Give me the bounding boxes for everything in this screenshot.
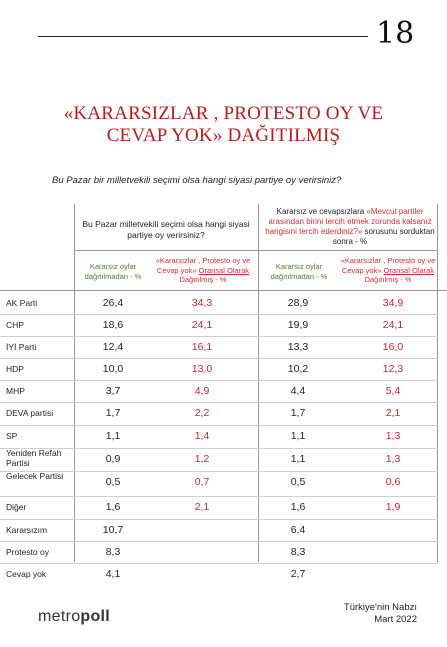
cell-v1: 18,6: [102, 319, 124, 331]
row-label: Yeniden Refah Partisi: [6, 448, 62, 468]
title-line-2: CEVAP YOK» DAĞITILMIŞ: [106, 125, 341, 146]
cell-v4: 0,6: [385, 476, 401, 488]
cell-v1: 3,7: [105, 385, 121, 397]
subheader-right-underlined: Oransal Olarak: [383, 265, 435, 275]
header-left: Bu Pazar milletvekili seçimi olsa hangi siyasi partiye oy verirsiniz?: [82, 219, 250, 240]
cell-v4: 1,3: [385, 430, 401, 442]
subheader-left-red: «Kararsızlar , Protesto oy ve Cevap yok»: [155, 256, 251, 275]
cell-v2: 2,1: [194, 501, 210, 513]
cell-v4: 34,9: [382, 297, 404, 309]
table-row: [0, 448, 447, 471]
cell-v2: 1,2: [194, 453, 210, 465]
row-label: İYİ Parti: [6, 342, 37, 352]
footer-source: [344, 602, 417, 626]
logo-light: metro: [38, 608, 81, 625]
page-number: 18: [376, 16, 415, 51]
subheader-right-red: «Kararsızlar , Protesto oy ve Cevap yok»: [340, 256, 436, 275]
cell-v3: 19,9: [287, 319, 309, 331]
row-label: MHP: [6, 386, 25, 396]
table-row: [0, 402, 447, 425]
cell-v1: 1,1: [105, 430, 121, 442]
row-label: Gelecek Partisi: [6, 471, 64, 481]
cell-v1: 1,6: [105, 501, 121, 513]
row-label: HDP: [6, 364, 24, 374]
subheader-right-end: Dağıtılmış - %: [364, 275, 412, 284]
table-row: [0, 496, 447, 519]
cell-v1: 0,5: [105, 476, 121, 488]
table-row: [0, 563, 447, 585]
row-label: CHP: [6, 320, 24, 330]
subheader-right-distributed: [338, 256, 438, 285]
cell-v3: 1,1: [290, 453, 306, 465]
survey-question: Bu Pazar bir milletvekili seçimi olsa hangi siyasi partiye oy verirsiniz?: [52, 175, 342, 186]
row-label: AK Parti: [6, 298, 38, 308]
cell-v2: 2,2: [194, 407, 210, 419]
header-right-suffix: sorusunu sorduktan sonra - %: [332, 227, 435, 246]
cell-v3: 28,9: [287, 297, 309, 309]
table-row: [0, 358, 447, 380]
subheader-left-end: Dağıtılmış - %: [179, 275, 227, 284]
cell-v3: 13,3: [287, 341, 309, 353]
row-label: Diğer: [6, 502, 27, 512]
cell-v3: 4,4: [290, 385, 306, 397]
table-row: [0, 380, 447, 402]
table-row: [0, 336, 447, 358]
cell-v4: 16,0: [382, 341, 404, 353]
cell-v2: 16,1: [191, 341, 213, 353]
metropoll-logo: [38, 608, 110, 626]
cell-v3: 8,3: [290, 546, 306, 558]
cell-v1: 12,4: [102, 341, 124, 353]
row-label: Cevap yok: [6, 569, 47, 579]
cell-v3: 6,4: [290, 524, 306, 536]
cell-v3: 10,2: [287, 363, 309, 375]
subheader-left-underlined: Oransal Olarak: [198, 265, 250, 275]
header-right-prefix: Kararsız ve cevapsızlara: [276, 207, 365, 216]
cell-v4: 2,1: [385, 407, 401, 419]
row-label: DEVA partisi: [6, 408, 54, 418]
cell-v4: 5,4: [385, 385, 401, 397]
subheader-right-undistributed: Kararsız oylar dağıtılmadan - %: [270, 262, 328, 281]
page-title: [20, 103, 427, 147]
table-row: [0, 314, 447, 336]
subheader-left-distributed: [152, 256, 254, 285]
row-label: Kararsızım: [6, 525, 48, 535]
header-rule: [38, 36, 368, 37]
table-row: [0, 292, 447, 314]
cell-v3: 0,5: [290, 476, 306, 488]
cell-v2: 0,7: [194, 476, 210, 488]
cell-v2: 13,0: [191, 363, 213, 375]
cell-v1: 10,7: [102, 524, 124, 536]
cell-v4: 1,9: [385, 501, 401, 513]
cell-v1: 10,0: [102, 363, 124, 375]
table-row: [0, 519, 447, 541]
header-separator: [74, 250, 438, 251]
cell-v2: 1,4: [194, 430, 210, 442]
cell-v1: 0,9: [105, 453, 121, 465]
cell-v3: 1,6: [290, 501, 306, 513]
row-label: SP: [6, 431, 18, 441]
cell-v3: 2,7: [290, 568, 306, 580]
subheader-left-undistributed: Kararsız oylar dağıtılmadan - %: [84, 262, 142, 281]
cell-v4: 12,3: [382, 363, 404, 375]
cell-v4: 1,3: [385, 453, 401, 465]
footer-line-2: Mart 2022: [374, 614, 417, 625]
table-top-rule: [0, 290, 447, 291]
cell-v1: 1,7: [105, 407, 121, 419]
cell-v2: 34,3: [191, 297, 213, 309]
cell-v1: 4,1: [105, 568, 121, 580]
logo-bold: poll: [80, 608, 111, 625]
cell-v2: 4,9: [194, 385, 210, 397]
table-row: [0, 541, 447, 563]
cell-v1: 8,3: [105, 546, 121, 558]
cell-v1: 26,4: [102, 297, 124, 309]
footer-line-1: Türkiye'nin Nabzı: [343, 602, 417, 613]
header-right: [264, 207, 436, 247]
row-label: Protesto oy: [6, 547, 49, 557]
cell-v3: 1,7: [290, 407, 306, 419]
header-right-question: «Mevcut partiler arasından birini tercih etmek zorunda kalsanız hangisini tercih ederdiniz?»: [265, 207, 432, 236]
table-row: [0, 471, 447, 496]
table-row: [0, 425, 447, 448]
title-line-1: «KARARSIZLAR , PROTESTO OY VE: [63, 103, 384, 124]
cell-v2: 24,1: [191, 319, 213, 331]
cell-v4: 24,1: [382, 319, 404, 331]
cell-v3: 1,1: [290, 430, 306, 442]
